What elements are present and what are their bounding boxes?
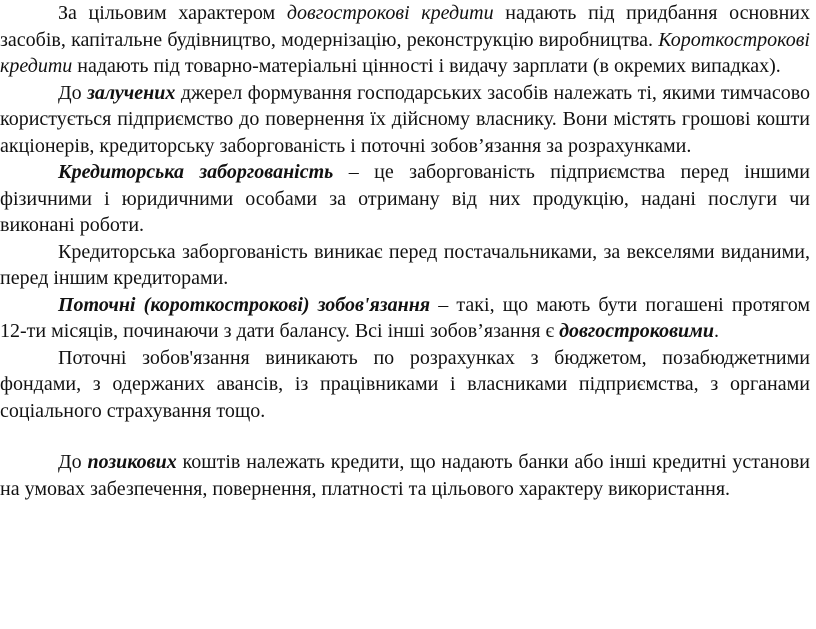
paragraph xyxy=(0,292,810,345)
italic-term: Короткострокові кредити xyxy=(0,28,810,77)
paragraph xyxy=(0,239,810,292)
text-run: надають під придбання основних засобів, капітальне будівництво, модернізацію, реконструкцію виробництва. xyxy=(0,2,810,51)
text-run: Поточні зобов'язання виникають по розрахунках з бюджетом, позабюджетними фондами, з одержаних авансів, із працівниками і власниками підприємства, з органами соціального страхування тощо. xyxy=(0,346,810,422)
paragraph xyxy=(0,0,810,80)
emphasized-term: Кредиторська заборгованість xyxy=(58,161,334,183)
paragraph xyxy=(0,80,810,160)
text-run: До xyxy=(58,451,88,473)
text-run: . xyxy=(714,320,719,342)
emphasized-term: Поточні (короткострокові) зобов'язання xyxy=(58,293,431,316)
paragraph xyxy=(0,345,810,425)
paragraph xyxy=(0,159,810,239)
emphasized-term: позикових xyxy=(87,451,177,473)
text-run: джерел формування господарських засобів належать ті, якими тимчасово користується підприємство до повернення їх дійсному власнику. Вони містять грошові кошти акціонерів, кредиторську заборгованість і поточні зобов’язання за розрахунками. xyxy=(0,81,810,157)
text-run: Кредиторська заборгованість виникає перед постачальниками, за векселями виданими, перед іншим кредиторами. xyxy=(0,240,810,289)
text-run: За цільовим характером xyxy=(58,2,287,24)
text-run: До xyxy=(58,81,88,104)
text-run: – це заборгованість підприємства перед іншими фізичними і юридичними особами за отриману від них продукцію, надані послуги чи виконані роботи. xyxy=(0,161,811,236)
paragraph-gap xyxy=(0,424,810,449)
emphasized-term: довгостроковими xyxy=(559,320,714,342)
paragraph xyxy=(0,449,810,502)
emphasized-term: залучених xyxy=(87,81,176,104)
text-run: надають під товарно-матеріальні цінності і видачу зарплати (в окремих випадках). xyxy=(72,55,781,77)
italic-term: довгострокові кредити xyxy=(286,2,494,24)
text-run: коштів належать кредити, що надають банки або інші кредитні установи на умовах забезпечення, повернення, платності та цільового характеру використання. xyxy=(0,451,810,500)
text-run: – такі, що мають бути погашені протягом 12-ти місяців, починаючи з дати балансу. Всі інші зобов’язання є xyxy=(0,293,810,342)
